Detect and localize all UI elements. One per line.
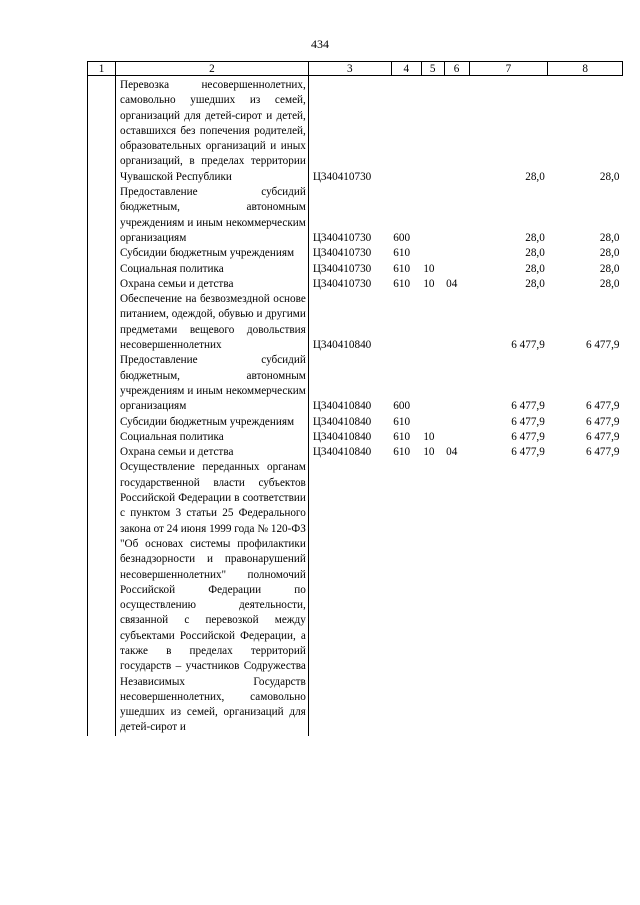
row-amount-col8: 28,0 bbox=[599, 170, 620, 183]
row-section bbox=[421, 246, 444, 261]
row-amount-col8 bbox=[548, 460, 623, 735]
column-header-5: 5 bbox=[421, 62, 444, 76]
row-amount-col8: 6 477,9 bbox=[585, 339, 620, 352]
column-header-7: 7 bbox=[469, 62, 548, 76]
table-header bbox=[88, 62, 623, 76]
column-1-cell bbox=[88, 292, 116, 353]
row-code: Ц340410730 bbox=[312, 262, 372, 275]
row-amount-col8: 28,0 bbox=[599, 231, 620, 244]
row-amount-col7: 28,0 bbox=[525, 170, 545, 183]
row-name: Предоставление субсидий бюджетным, автономным учреждениям и иным некоммерческим организациям bbox=[115, 353, 308, 414]
column-header-1: 1 bbox=[88, 62, 116, 76]
row-expense-type bbox=[391, 292, 421, 353]
row-name: Перевозка несовершеннолетних, самовольно ушедших из семей, организаций для детей-сирот и детей, оставшихся без попечения родителей, образовательных организаций и иных организаций, в пределах территории Чувашской Республики bbox=[115, 76, 308, 186]
row-section bbox=[421, 353, 444, 414]
row-name: Предоставление субсидий бюджетным, автономным учреждениям и иным некоммерческим организациям bbox=[115, 185, 308, 246]
row-amount-col7: 28,0 bbox=[525, 231, 545, 244]
row-code: Ц340410730 bbox=[312, 247, 372, 260]
table-row bbox=[88, 277, 623, 292]
row-amount-col7: 6 477,9 bbox=[511, 446, 545, 459]
row-expense-type: 600 bbox=[393, 400, 411, 413]
row-code: Ц340410730 bbox=[312, 170, 372, 183]
row-subsection bbox=[444, 185, 469, 246]
table-row bbox=[88, 415, 623, 430]
column-1-cell bbox=[88, 76, 116, 186]
row-section bbox=[421, 76, 444, 186]
row-subsection bbox=[444, 292, 469, 353]
column-1-cell bbox=[88, 430, 116, 445]
row-name: Охрана семьи и детства bbox=[115, 445, 308, 460]
row-expense-type bbox=[391, 76, 421, 186]
row-code bbox=[308, 460, 391, 735]
header-row bbox=[88, 62, 623, 76]
column-header-3: 3 bbox=[308, 62, 391, 76]
table-row bbox=[88, 460, 623, 735]
row-amount-col7: 28,0 bbox=[525, 262, 545, 275]
table-row bbox=[88, 76, 623, 186]
row-section bbox=[421, 185, 444, 246]
row-amount-col8: 6 477,9 bbox=[585, 446, 620, 459]
row-expense-type: 610 bbox=[393, 415, 411, 428]
row-code: Ц340410840 bbox=[312, 446, 372, 459]
row-amount-col7: 6 477,9 bbox=[511, 430, 545, 443]
row-subsection bbox=[444, 262, 469, 277]
column-1-cell bbox=[88, 445, 116, 460]
row-name: Субсидии бюджетным учреждениям bbox=[115, 415, 308, 430]
row-amount-col7: 6 477,9 bbox=[511, 415, 545, 428]
column-header-6: 6 bbox=[444, 62, 469, 76]
row-amount-col8: 28,0 bbox=[599, 277, 620, 290]
row-subsection bbox=[444, 415, 469, 430]
table-row bbox=[88, 246, 623, 261]
row-amount-col7: 28,0 bbox=[525, 277, 545, 290]
row-section: 10 bbox=[423, 262, 435, 275]
table-row bbox=[88, 292, 623, 353]
row-name: Социальная политика bbox=[115, 430, 308, 445]
row-section bbox=[421, 292, 444, 353]
table-body bbox=[88, 76, 623, 736]
row-amount-col8: 6 477,9 bbox=[585, 415, 620, 428]
row-amount-col7: 6 477,9 bbox=[511, 400, 545, 413]
row-expense-type: 610 bbox=[393, 446, 411, 459]
row-subsection bbox=[444, 353, 469, 414]
row-expense-type: 610 bbox=[393, 430, 411, 443]
row-expense-type: 600 bbox=[393, 231, 411, 244]
row-amount-col8: 28,0 bbox=[599, 262, 620, 275]
row-code: Ц340410840 bbox=[312, 430, 372, 443]
row-amount-col7 bbox=[469, 460, 548, 735]
row-name: Субсидии бюджетным учреждениям bbox=[115, 246, 308, 261]
row-subsection bbox=[444, 460, 469, 735]
row-expense-type: 610 bbox=[393, 247, 411, 260]
row-section bbox=[421, 415, 444, 430]
row-name: Осуществление переданных органам государственной власти субъектов Российской Федерации в соответствии с пунктом 3 статьи 25 Федерального закона от 24 июня 1999 года № 120-ФЗ "Об основах системы профилактики безнадзорности и правонарушений несовершеннолетних" полномочий Российской Федерации по осуществлению деятельности, связанной с перевозкой между субъектами Российской Федерации, а также в пределах территорий государств – участников Содружества Независимых Государств несовершеннолетних, самовольно ушедших из семей, организаций для детей-сирот и bbox=[115, 460, 308, 735]
page-number: 434 bbox=[311, 37, 329, 51]
row-expense-type bbox=[391, 460, 421, 735]
row-amount-col8: 28,0 bbox=[599, 247, 620, 260]
budget-table bbox=[87, 61, 623, 736]
row-subsection bbox=[444, 246, 469, 261]
row-amount-col7: 28,0 bbox=[525, 247, 545, 260]
table-row bbox=[88, 445, 623, 460]
row-expense-type: 610 bbox=[393, 262, 411, 275]
row-name: Социальная политика bbox=[115, 262, 308, 277]
row-code: Ц340410840 bbox=[312, 415, 372, 428]
row-name: Обеспечение на безвозмездной основе питанием, одеждой, обувью и другими предметами вещевого довольствия несовершеннолетних bbox=[115, 292, 308, 353]
column-1-cell bbox=[88, 185, 116, 246]
column-1-cell bbox=[88, 353, 116, 414]
row-name: Охрана семьи и детства bbox=[115, 277, 308, 292]
row-section bbox=[421, 460, 444, 735]
row-code: Ц340410730 bbox=[312, 277, 372, 290]
row-code: Ц340410840 bbox=[312, 339, 372, 352]
row-subsection bbox=[444, 430, 469, 445]
column-header-4: 4 bbox=[391, 62, 421, 76]
row-amount-col8: 6 477,9 bbox=[585, 400, 620, 413]
row-section: 10 bbox=[423, 430, 435, 443]
table-row bbox=[88, 185, 623, 246]
row-subsection bbox=[444, 76, 469, 186]
column-1-cell bbox=[88, 246, 116, 261]
row-expense-type: 610 bbox=[393, 277, 411, 290]
row-code: Ц340410730 bbox=[312, 231, 372, 244]
row-subsection: 04 bbox=[446, 446, 458, 459]
column-1-cell bbox=[88, 277, 116, 292]
table-row bbox=[88, 262, 623, 277]
column-1-cell bbox=[88, 415, 116, 430]
column-1-cell bbox=[88, 460, 116, 735]
column-1-cell bbox=[88, 262, 116, 277]
row-section: 10 bbox=[423, 446, 435, 459]
row-subsection: 04 bbox=[446, 277, 458, 290]
row-amount-col8: 6 477,9 bbox=[585, 430, 620, 443]
row-section: 10 bbox=[423, 277, 435, 290]
column-header-2: 2 bbox=[115, 62, 308, 76]
row-code: Ц340410840 bbox=[312, 400, 372, 413]
row-amount-col7: 6 477,9 bbox=[511, 339, 545, 352]
table-row bbox=[88, 353, 623, 414]
table-row bbox=[88, 430, 623, 445]
column-header-8: 8 bbox=[548, 62, 623, 76]
